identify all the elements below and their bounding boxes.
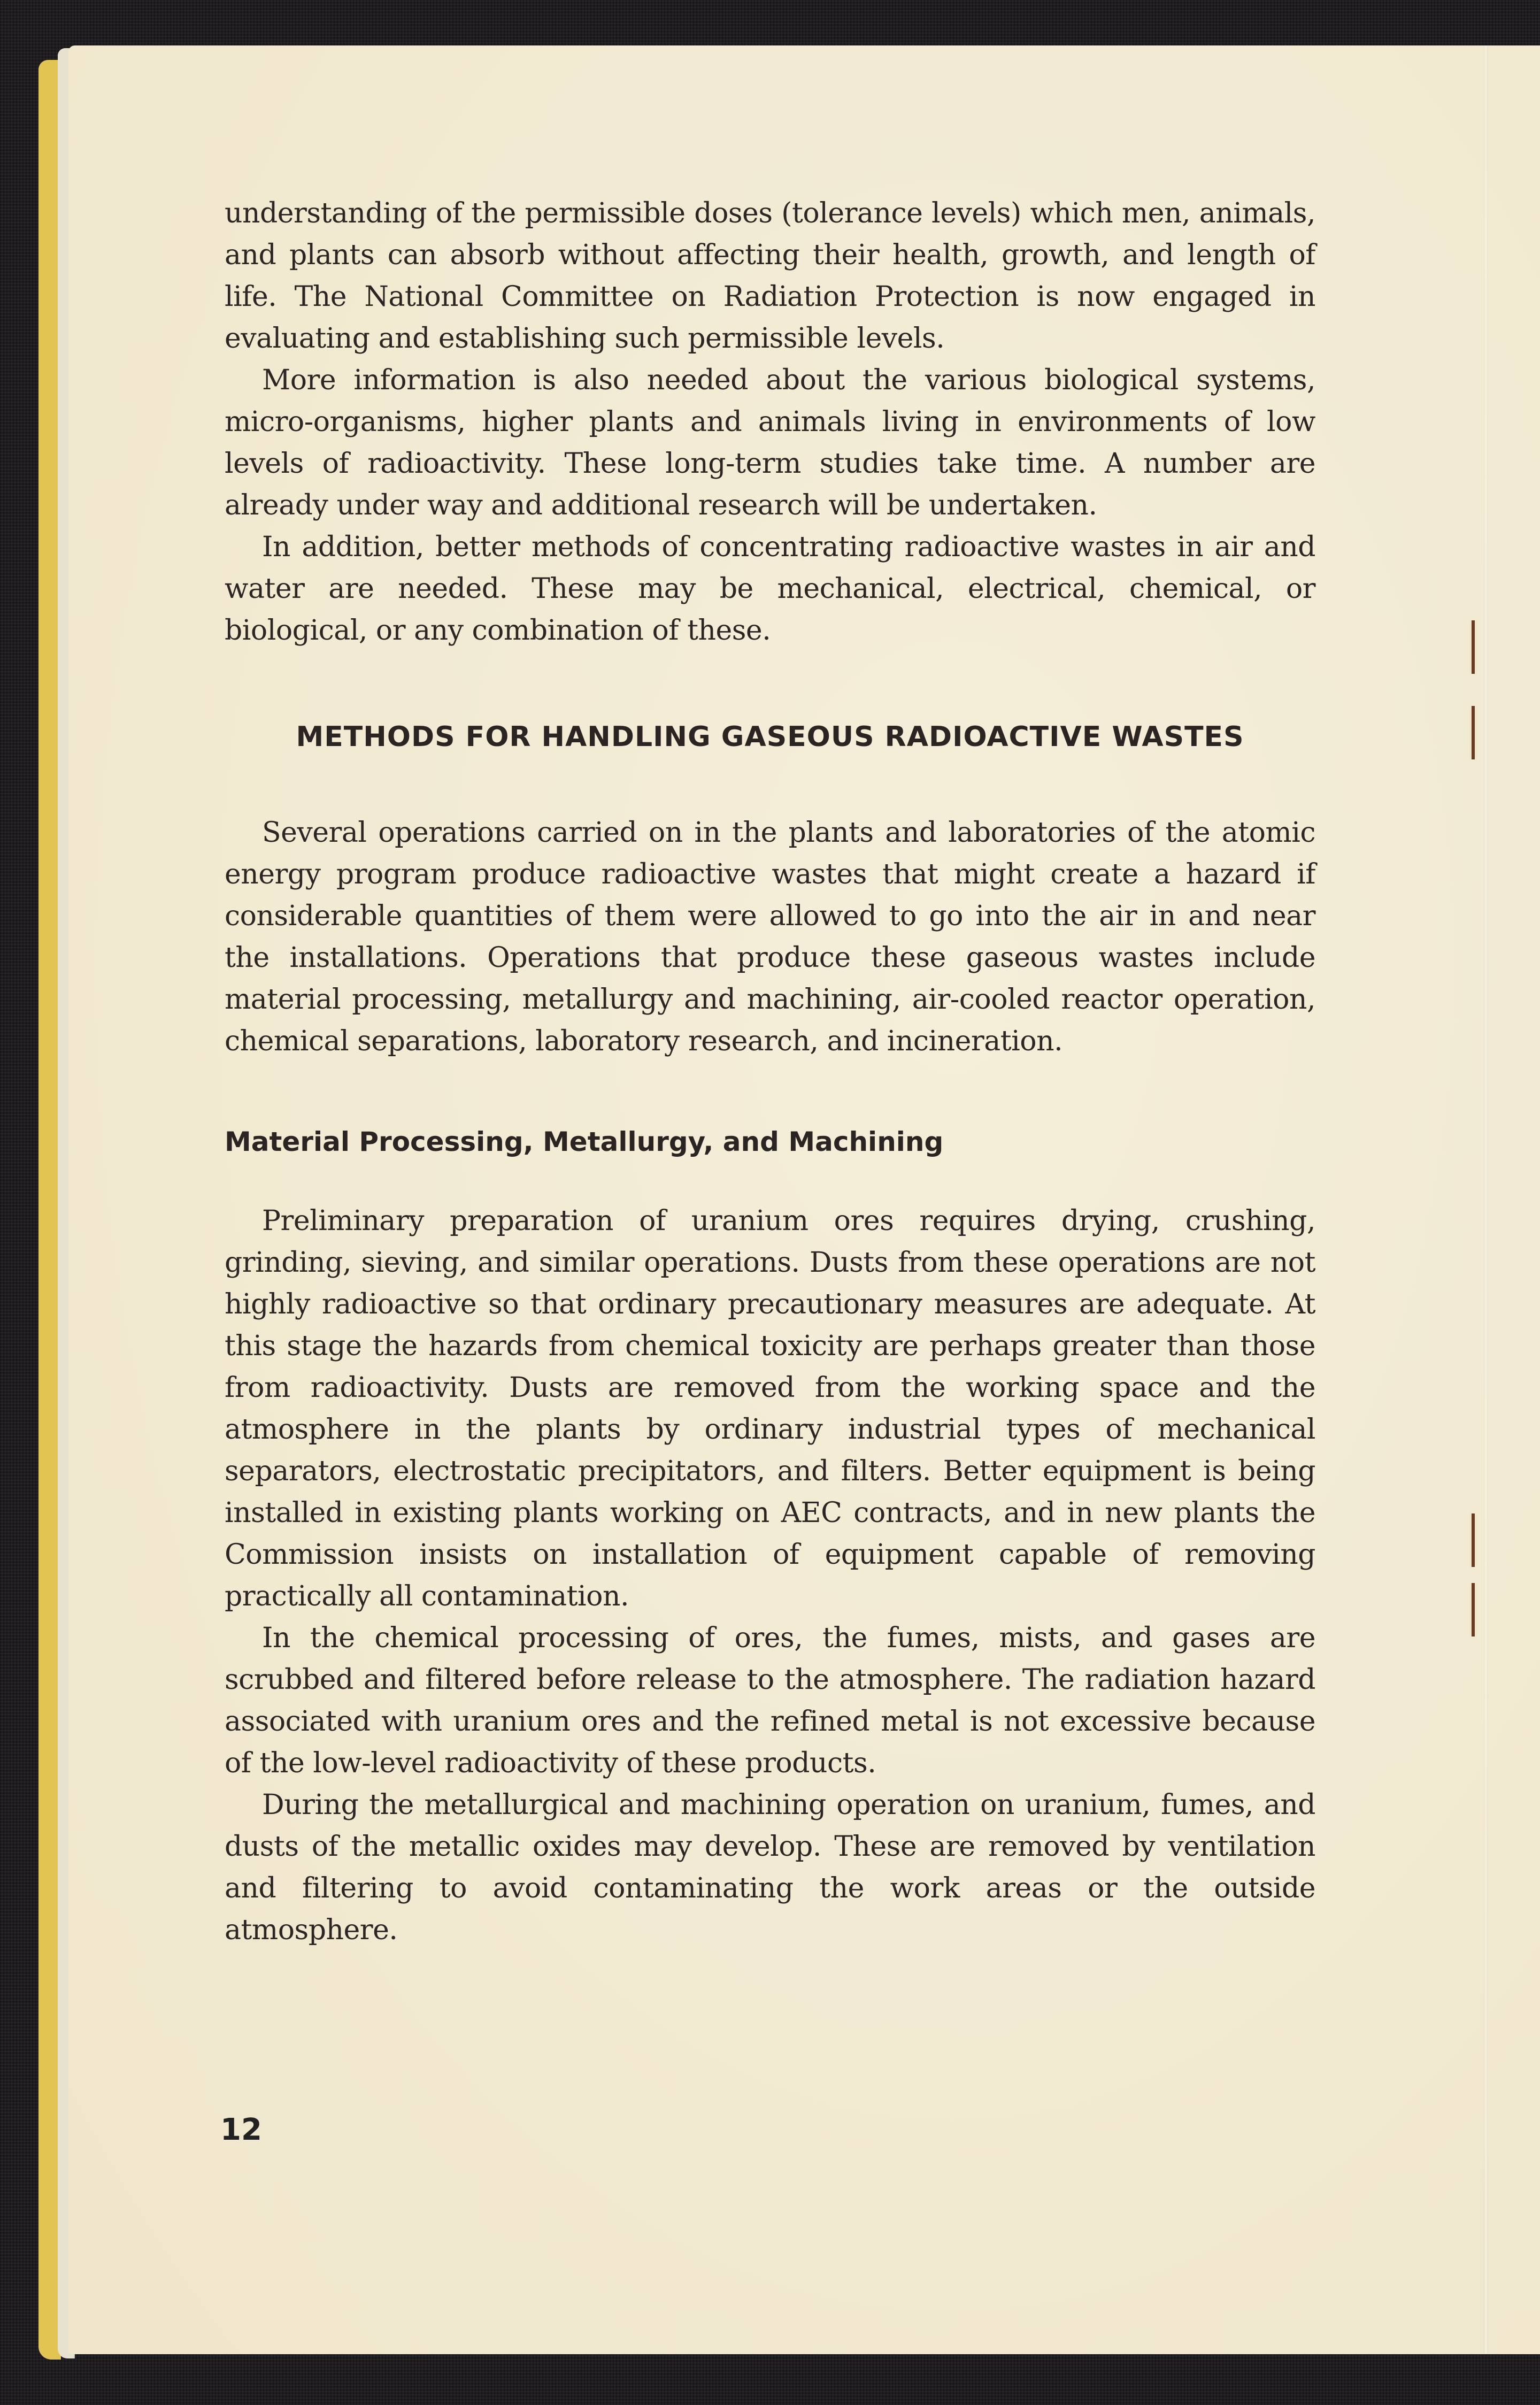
paragraph: Preliminary preparation of uranium ores requires drying, crushing, grinding, sieving, and similar operations. Dusts from these operations are not highly radioactive so that ordinary precautionary measures are adequate. At this stage the hazards from chemical toxicity are perhaps greater than those from radioactivity. Dusts are removed from the working space and the atmosphere in the plants by ordinary industrial types of mechanical separators, electrostatic precipitators, and filters. Better equipment is being installed in existing plants working on AEC contracts, and in new plants the Commission insists on installation of equipment capable of removing practically all contamination. (225, 1205, 1315, 1612)
section-heading: METHODS FOR HANDLING GASEOUS RADIOACTIVE WASTES (296, 721, 1244, 753)
subsection-heading: Material Processing, Metallurgy, and Machining (225, 1126, 944, 1157)
staple-mark (1469, 1513, 1477, 1567)
paragraph: During the metallurgical and machining operation on uranium, fumes, and dusts of the metallic oxides may develop. These are removed by ventilation and filtering to avoid contaminating the work areas or the outside atmosphere. (225, 1789, 1315, 1946)
page-number: 12 (220, 2112, 262, 2147)
paragraph: In addition, better methods of concentrating radioactive wastes in air and water are needed. These may be mechanical, electrical, chemical, or biological, or any combination of these. (225, 531, 1315, 647)
page-fold (1484, 45, 1488, 2354)
paragraph: More information is also needed about the various biological systems, micro-organisms, higher plants and animals living in environments of low levels of radioactivity. These long-term studies take time. A number are already under way and additional research will be undertaken. (225, 364, 1315, 521)
paragraph: Several operations carried on in the plants and laboratories of the atomic energy program produce radioactive wastes that might create a hazard if considerable quantities of them were allowed to go into the air in and near the installations. Operations that produce these gaseous wastes include material processing, metallurgy and machining, air-cooled reactor operation, chemical separations, laboratory research, and incineration. (225, 817, 1315, 1057)
paragraph: understanding of the permissible doses (tolerance levels) which men, animals, and plants can absorb without affecting their health, growth, and length of life. The National Committee on Radiation Protection is now engaged in evaluating and establishing such permissible levels. (225, 197, 1315, 355)
staple-mark (1469, 706, 1477, 759)
staple-mark (1469, 1583, 1477, 1636)
page-content (225, 193, 1315, 1951)
paragraph: In the chemical processing of ores, the fumes, mists, and gases are scrubbed and filtered before release to the atmosphere. The radiation hazard associated with uranium ores and the refined metal is not excessive because of the low-level radioactivity of these products. (225, 1622, 1315, 1779)
staple-mark (1469, 620, 1477, 674)
